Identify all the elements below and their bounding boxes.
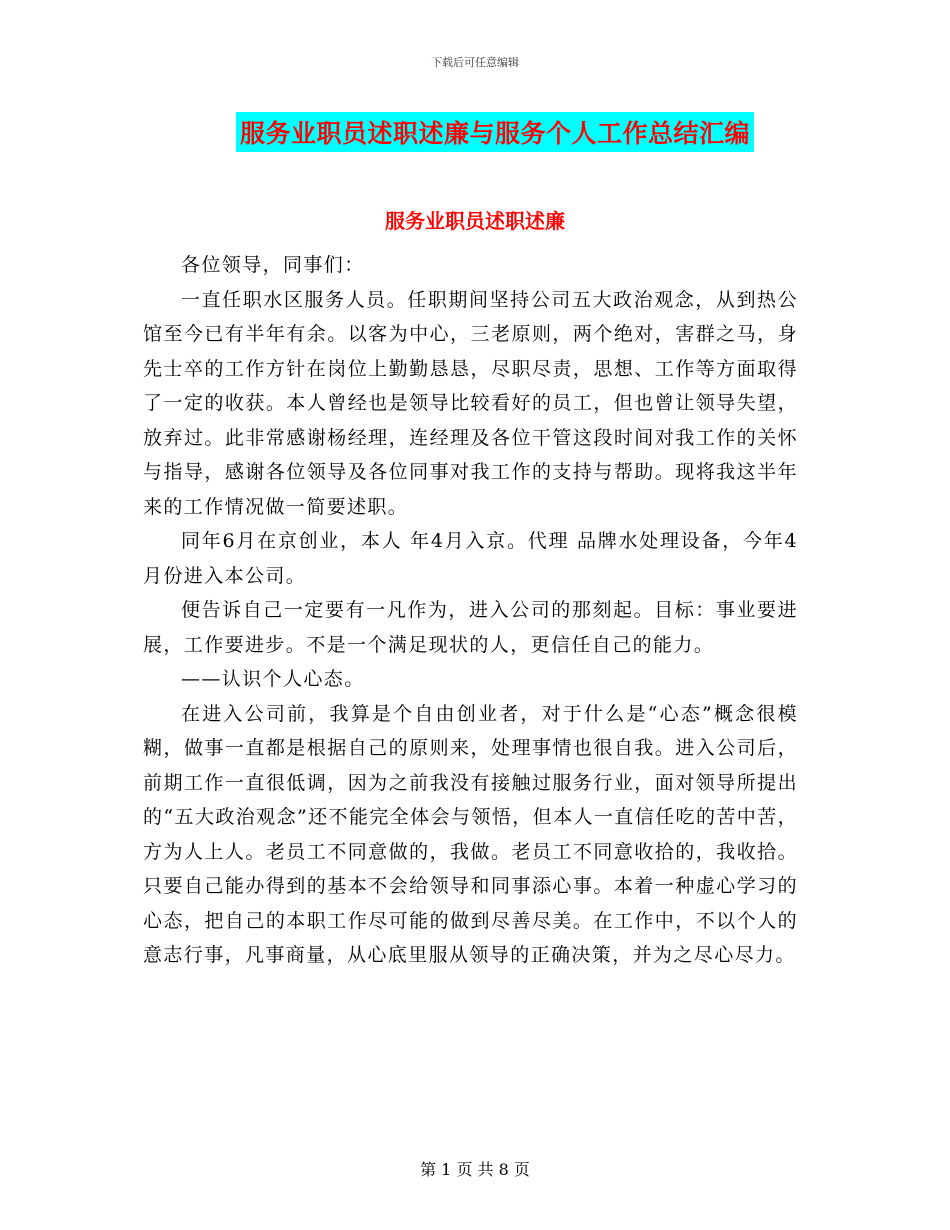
paragraph-mindset: 在进入公司前，我算是个自由创业者，对于什么是“心态”概念很模糊，做事一直都是根据自己的原则来，处理事情也很自我。进入公司后，前期工作一直很低调，因为之前我没有接触过服务行业，面对领导所提出的“五大政治观念”还不能完全体会与领悟，但本人一直信任吃的苦中苦，方为人上人。老员工不同意做的，我做。老员工不同意收拾的，我收拾。只要自己能办得到的基本不会给领导和同事添心事。本着一种虚心学习的心态，把自己的本职工作尽可能的做到尽善尽美。在工作中，不以个人的意志行事，凡事商量，从心底里服从领导的正确决策，并为之尽心尽力。 (143, 702, 798, 966)
document-body (143, 248, 798, 973)
main-title: 服务业职员述职述廉与服务个人工作总结汇编 (236, 112, 754, 152)
paragraph-background: 同年6月在京创业，本人 年4月入京。代理 品牌水处理设备，今年4月份进入本公司。 (143, 530, 798, 587)
main-title-container (0, 112, 950, 152)
paragraph-greeting: 各位领导，同事们： (181, 254, 365, 276)
paragraph-heading-mindset: ——认识个人心态。 (181, 668, 365, 690)
page-number: 第 1 页 共 8 页 (420, 1160, 530, 1179)
section-title: 服务业职员述职述廉 (385, 209, 565, 233)
paragraph-intro: 一直任职水区服务人员。任职期间坚持公司五大政治观念，从到热公馆至今已有半年有余。以客为中心，三老原则，两个绝对，害群之马，身先士卒的工作方针在岗位上勤勤恳恳，尽职尽责，思想、工作等方面取得了一定的收获。本人曾经也是领导比较看好的员工，但也曾让领导失望，放弃过。此非常感谢杨经理，连经理及各位干管这段时间对我工作的关怀与指导，感谢各位领导及各位同事对我工作的支持与帮助。现将我这半年来的工作情况做一简要述职。 (143, 288, 798, 518)
paragraph-goal: 便告诉自己一定要有一凡作为，进入公司的那刻起。目标：事业要进展，工作要进步。不是一个满足现状的人，更信任自己的能力。 (143, 599, 798, 656)
page-header-note: 下载后可任意编辑 (431, 56, 519, 69)
